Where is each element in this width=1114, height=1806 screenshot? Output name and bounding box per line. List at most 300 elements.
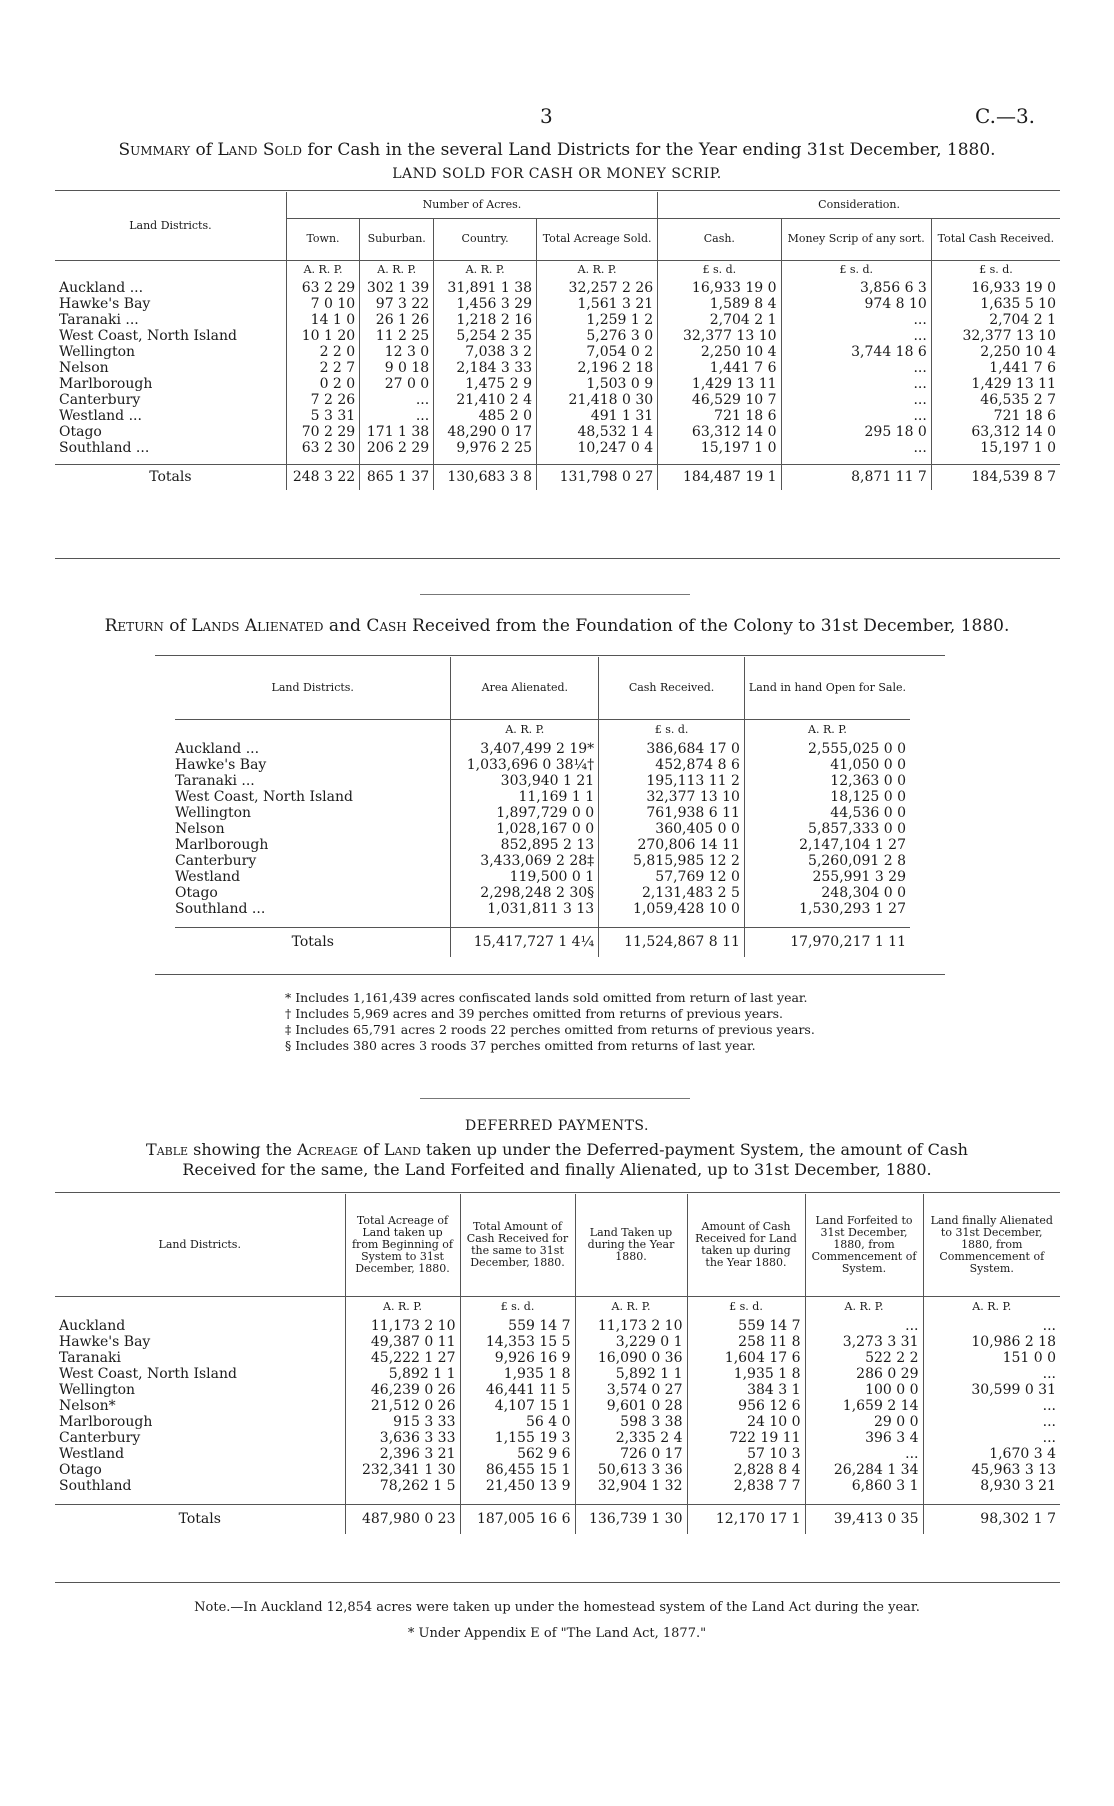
district-name: Taranaki — [55, 1350, 345, 1366]
document-reference: C.—3. — [975, 104, 1036, 128]
summary-col-money-scrip: Money Scrip of any sort. — [781, 218, 931, 260]
return-totals-row — [175, 927, 910, 957]
cell: 2,298,248 2 30§ — [451, 885, 599, 901]
cell: 302 1 39 — [360, 280, 434, 296]
cell: 761,938 6 11 — [599, 805, 745, 821]
footnote: † Includes 5,969 acres and 39 perches omitted from returns of previous years. — [285, 1006, 783, 1021]
unit-arp: A. R. P. — [972, 1300, 1012, 1314]
cell: 45,222 1 27 — [345, 1350, 460, 1366]
cell: ... — [781, 312, 931, 328]
deferred-heading: DEFERRED PAYMENTS. — [465, 1118, 649, 1134]
unit-arp: A. R. P. — [575, 1296, 687, 1318]
cell: 384 3 1 — [687, 1382, 805, 1398]
cell: 2 2 0 — [286, 344, 359, 360]
cell: 956 12 6 — [687, 1398, 805, 1414]
cell: 9,601 0 28 — [575, 1398, 687, 1414]
cell: 32,257 2 26 — [537, 280, 658, 296]
cell: 3,856 6 3 — [781, 280, 931, 296]
cell: 24 10 0 — [687, 1414, 805, 1430]
cell: 11,169 1 1 — [451, 789, 599, 805]
summary-row — [55, 392, 1060, 408]
summary-row — [55, 424, 1060, 440]
cell: 0 2 0 — [286, 376, 359, 392]
summary-row — [55, 328, 1060, 344]
cell: 2,250 10 4 — [658, 344, 781, 360]
unit-arp: A. R. P. — [434, 260, 537, 280]
summary-top-rule — [55, 190, 1060, 191]
cell: 98,302 1 7 — [980, 1511, 1056, 1528]
cell: 21,418 0 30 — [537, 392, 658, 408]
cell: 63 2 29 — [286, 280, 359, 296]
cell: 44,536 0 0 — [830, 805, 906, 821]
cell: 1,475 2 9 — [434, 376, 537, 392]
summary-table — [55, 192, 1060, 490]
cell: 9 0 18 — [360, 360, 434, 376]
deferred-row — [55, 1382, 1060, 1398]
cell: 974 8 10 — [781, 296, 931, 312]
summary-bottom-rule — [55, 558, 1060, 559]
footnotes — [285, 990, 815, 1054]
cell: 1,589 8 4 — [658, 296, 781, 312]
deferred-col-land-forfeited: Land Forfeited to 31st December, 1880, from Commencement of System. — [805, 1194, 923, 1296]
cell: 187,005 16 6 — [460, 1504, 575, 1534]
cell: 32,377 13 10 — [658, 328, 781, 344]
return-row — [175, 885, 910, 901]
deferred-note: Note.—In Auckland 12,854 acres were taken up under the homestead system of the Land Act during the year. — [194, 1600, 920, 1615]
district-name: Otago — [175, 885, 451, 901]
cell: 3,636 3 33 — [345, 1430, 460, 1446]
cell: 27 0 0 — [360, 376, 434, 392]
summary-row — [55, 376, 1060, 392]
summary-title: Summary of Land Sold for Cash in the several Land Districts for the Year ending 31st December, 1880. — [118, 140, 996, 160]
return-row — [175, 805, 910, 821]
cell: 11 2 25 — [360, 328, 434, 344]
cell: 8,930 3 21 — [980, 1478, 1056, 1494]
district-name: Auckland — [55, 1318, 345, 1334]
district-name: Marlborough — [55, 376, 286, 392]
cell: 32,377 13 10 — [962, 328, 1056, 344]
cell: 15,417,727 1 4¼ — [451, 927, 599, 957]
cell: 57 10 3 — [687, 1446, 805, 1462]
cell: 1,028,167 0 0 — [451, 821, 599, 837]
district-name: Southland ... — [175, 901, 451, 917]
cell: 865 1 37 — [360, 464, 434, 490]
cell: 255,991 3 29 — [812, 869, 906, 885]
cell: 1,635 5 10 — [980, 296, 1056, 312]
summary-row — [55, 360, 1060, 376]
district-name: Nelson — [55, 360, 286, 376]
deferred-row — [55, 1350, 1060, 1366]
cell: 1,033,696 0 38¼† — [451, 757, 599, 773]
cell: 303,940 1 21 — [451, 773, 599, 789]
cell: 722 19 11 — [687, 1430, 805, 1446]
unit-arp: A. R. P. — [805, 1296, 923, 1318]
cell: 119,500 0 1 — [451, 869, 599, 885]
cell: 12 3 0 — [360, 344, 434, 360]
unit-arp: A. R. P. — [345, 1296, 460, 1318]
cell: 1,429 13 11 — [971, 376, 1056, 392]
summary-row — [55, 344, 1060, 360]
cell: 915 3 33 — [345, 1414, 460, 1430]
cell: 11,524,867 8 11 — [599, 927, 745, 957]
summary-row — [55, 440, 1060, 456]
cell: 136,739 1 30 — [575, 1504, 687, 1534]
cell: 386,684 17 0 — [599, 741, 745, 757]
cell: 45,963 3 13 — [971, 1462, 1056, 1478]
cell: 3,229 0 1 — [575, 1334, 687, 1350]
cell: 32,904 1 32 — [575, 1478, 687, 1494]
summary-col-cash: Cash. — [658, 218, 781, 260]
cell: 10,247 0 4 — [537, 440, 658, 456]
cell: 78,262 1 5 — [345, 1478, 460, 1494]
cell: ... — [1042, 1414, 1056, 1430]
summary-subtitle: LAND SOLD FOR CASH OR MONEY SCRIP. — [392, 166, 722, 182]
cell: 3,407,499 2 19* — [451, 741, 599, 757]
cell: 396 3 4 — [805, 1430, 923, 1446]
cell: 50,613 3 36 — [575, 1462, 687, 1478]
return-row — [175, 869, 910, 885]
cell: 1,935 1 8 — [687, 1366, 805, 1382]
deferred-row — [55, 1334, 1060, 1350]
district-name: Auckland ... — [55, 280, 286, 296]
cell: 1,429 13 11 — [658, 376, 781, 392]
district-name: Canterbury — [55, 392, 286, 408]
cell: 30,599 0 31 — [971, 1382, 1056, 1398]
cell: ... — [1042, 1398, 1056, 1414]
return-top-rule — [155, 655, 945, 656]
cell: 5,857,333 0 0 — [808, 821, 906, 837]
cell: 1,218 2 16 — [434, 312, 537, 328]
cell: 39,413 0 35 — [805, 1504, 923, 1534]
totals-label: Totals — [175, 927, 451, 957]
cell: 1,897,729 0 0 — [451, 805, 599, 821]
cell: 17,970,217 1 11 — [790, 934, 906, 951]
return-col-cash: Cash Received. — [599, 657, 745, 719]
deferred-col-land-alienated: Land finally Alienated to 31st December, 1880, from Commencement of System. — [930, 1213, 1053, 1275]
cell: ... — [360, 392, 434, 408]
cell: 5,260,091 2 8 — [808, 853, 906, 869]
cell: 2,184 3 33 — [434, 360, 537, 376]
cell: 2,704 2 1 — [658, 312, 781, 328]
cell: 1,031,811 3 13 — [451, 901, 599, 917]
cell: 195,113 11 2 — [599, 773, 745, 789]
deferred-title-line1: Table showing the Acreage of Land taken up under the Deferred-payment System, the amount of Cash — [146, 1140, 968, 1159]
cell: 7,038 3 2 — [434, 344, 537, 360]
summary-col-consideration: Consideration. — [658, 192, 1060, 218]
cell: 11,173 2 10 — [345, 1318, 460, 1334]
cell: 16,933 19 0 — [971, 280, 1056, 296]
summary-row — [55, 312, 1060, 328]
cell: 18,125 0 0 — [830, 789, 906, 805]
cell: 852,895 2 13 — [451, 837, 599, 853]
district-name: Otago — [55, 1462, 345, 1478]
district-name: Westland — [55, 1446, 345, 1462]
district-name: Westland ... — [55, 408, 286, 424]
cell: 46,529 10 7 — [658, 392, 781, 408]
district-name: Marlborough — [175, 837, 451, 853]
cell: 206 2 29 — [360, 440, 434, 456]
district-name: Westland — [175, 869, 451, 885]
cell: ... — [1042, 1318, 1056, 1334]
cell: 1,441 7 6 — [989, 360, 1056, 376]
return-row — [175, 741, 910, 757]
cell: 57,769 12 0 — [599, 869, 745, 885]
cell: 184,539 8 7 — [971, 469, 1056, 486]
deferred-totals-row — [55, 1504, 1060, 1534]
unit-arp: A. R. P. — [451, 719, 599, 741]
cell: 721 18 6 — [658, 408, 781, 424]
cell: 2,396 3 21 — [345, 1446, 460, 1462]
deferred-col-total-acreage: Total Acreage of Land taken up from Beginning of System to 31st December, 1880. — [345, 1194, 460, 1296]
summary-col-country: Country. — [434, 218, 537, 260]
cell: 70 2 29 — [286, 424, 359, 440]
deferred-row — [55, 1398, 1060, 1414]
cell: 258 11 8 — [687, 1334, 805, 1350]
cell: 1,059,428 10 0 — [599, 901, 745, 917]
return-title: Return of Lands Alienated and Cash Received from the Foundation of the Colony to 31st December, 1880. — [104, 616, 1010, 636]
summary-row — [55, 296, 1060, 312]
district-name: Hawke's Bay — [175, 757, 451, 773]
return-bottom-rule — [155, 974, 945, 975]
summary-col-total-acreage: Total Acreage Sold. — [537, 218, 658, 260]
cell: 12,170 17 1 — [687, 1504, 805, 1534]
cell: ... — [781, 440, 931, 456]
district-name: Hawke's Bay — [55, 296, 286, 312]
deferred-col-districts: Land Districts. — [55, 1194, 345, 1296]
cell: 3,744 18 6 — [781, 344, 931, 360]
cell: 31,891 1 38 — [434, 280, 537, 296]
cell: 5,254 2 35 — [434, 328, 537, 344]
cell: 2,196 2 18 — [537, 360, 658, 376]
cell: 49,387 0 11 — [345, 1334, 460, 1350]
return-col-land: Land in hand Open for Sale. — [748, 680, 906, 694]
district-name: Canterbury — [55, 1430, 345, 1446]
cell: 1,456 3 29 — [434, 296, 537, 312]
cell: 3,574 0 27 — [575, 1382, 687, 1398]
footnote: § Includes 380 acres 3 roods 37 perches omitted from returns of last year. — [285, 1038, 756, 1053]
cell: 295 18 0 — [781, 424, 931, 440]
cell: 1,259 1 2 — [537, 312, 658, 328]
cell: 9,926 16 9 — [460, 1350, 575, 1366]
summary-row — [55, 280, 1060, 296]
cell: 5,815,985 12 2 — [599, 853, 745, 869]
cell: 46,441 11 5 — [460, 1382, 575, 1398]
unit-arp: A. R. P. — [537, 260, 658, 280]
cell: 491 1 31 — [537, 408, 658, 424]
deferred-row — [55, 1414, 1060, 1430]
summary-col-number-of-acres: Number of Acres. — [286, 192, 657, 218]
return-col-districts: Land Districts. — [175, 657, 451, 719]
cell: 1,659 2 14 — [805, 1398, 923, 1414]
cell: 151 0 0 — [1002, 1350, 1056, 1366]
district-name: Otago — [55, 424, 286, 440]
deferred-bottom-rule — [55, 1582, 1060, 1583]
summary-col-town: Town. — [286, 218, 359, 260]
cell: 46,535 2 7 — [980, 392, 1056, 408]
page-number: 3 — [540, 104, 553, 128]
return-row — [175, 821, 910, 837]
return-row — [175, 757, 910, 773]
cell: 2,147,104 1 27 — [799, 837, 906, 853]
cell: ... — [781, 328, 931, 344]
cell: 1,155 19 3 — [460, 1430, 575, 1446]
cell: 3,273 3 31 — [805, 1334, 923, 1350]
cell: 15,197 1 0 — [980, 440, 1056, 456]
cell: 7 0 10 — [286, 296, 359, 312]
deferred-row — [55, 1462, 1060, 1478]
cell: 522 2 2 — [805, 1350, 923, 1366]
deferred-row — [55, 1446, 1060, 1462]
cell: 171 1 38 — [360, 424, 434, 440]
cell: ... — [781, 392, 931, 408]
appendix-note: * Under Appendix E of "The Land Act, 1877." — [407, 1626, 707, 1641]
summary-totals-row — [55, 464, 1060, 490]
summary-row — [55, 408, 1060, 424]
cell: 2,704 2 1 — [989, 312, 1056, 328]
return-row — [175, 901, 910, 917]
cell: 2,838 7 7 — [687, 1478, 805, 1494]
cell: 2,335 2 4 — [575, 1430, 687, 1446]
district-name: Nelson — [175, 821, 451, 837]
cell: 1,441 7 6 — [658, 360, 781, 376]
cell: 452,874 8 6 — [599, 757, 745, 773]
cell: 1,530,293 1 27 — [799, 901, 906, 917]
district-name: Taranaki ... — [175, 773, 451, 789]
cell: 14,353 15 5 — [460, 1334, 575, 1350]
footnote: ‡ Includes 65,791 acres 2 roods 22 perches omitted from returns of previous years. — [285, 1022, 815, 1037]
cell: 10 1 20 — [286, 328, 359, 344]
summary-col-suburban: Suburban. — [360, 218, 434, 260]
unit-lsd: £ s. d. — [599, 719, 745, 741]
cell: 21,450 13 9 — [460, 1478, 575, 1494]
cell: 131,798 0 27 — [537, 464, 658, 490]
cell: 6,860 3 1 — [805, 1478, 923, 1494]
cell: 63,312 14 0 — [971, 424, 1056, 440]
cell: 232,341 1 30 — [345, 1462, 460, 1478]
cell: 8,871 11 7 — [781, 464, 931, 490]
deferred-title-line2: Received for the same, the Land Forfeited and finally Alienated, up to 31st December, 1880. — [182, 1160, 932, 1179]
cell: 21,410 2 4 — [434, 392, 537, 408]
cell: 63 2 30 — [286, 440, 359, 456]
return-row — [175, 789, 910, 805]
cell: 184,487 19 1 — [658, 464, 781, 490]
cell: 2 2 7 — [286, 360, 359, 376]
district-name: Nelson* — [55, 1398, 345, 1414]
cell: 15,197 1 0 — [658, 440, 781, 456]
cell: 726 0 17 — [575, 1446, 687, 1462]
totals-label: Totals — [55, 464, 286, 490]
unit-arp: A. R. P. — [360, 260, 434, 280]
return-row — [175, 853, 910, 869]
cell: 5,276 3 0 — [537, 328, 658, 344]
cell: 1,935 1 8 — [460, 1366, 575, 1382]
cell: ... — [805, 1318, 923, 1334]
cell: 41,050 0 0 — [830, 757, 906, 773]
cell: 2,250 10 4 — [980, 344, 1056, 360]
cell: 1,604 17 6 — [687, 1350, 805, 1366]
footnote: * Includes 1,161,439 acres confiscated lands sold omitted from return of last year. — [285, 990, 808, 1005]
cell: 559 14 7 — [687, 1318, 805, 1334]
unit-lsd: £ s. d. — [781, 260, 931, 280]
district-name: Wellington — [55, 344, 286, 360]
return-row — [175, 773, 910, 789]
cell: ... — [781, 408, 931, 424]
summary-col-total-cash: Total Cash Received. — [937, 232, 1055, 245]
district-name: Auckland ... — [175, 741, 451, 757]
cell: 270,806 14 11 — [599, 837, 745, 853]
deferred-col-land-taken-up: Land Taken up during the Year 1880. — [575, 1194, 687, 1296]
cell: ... — [805, 1446, 923, 1462]
cell: 1,503 0 9 — [537, 376, 658, 392]
cell: 2,555,025 0 0 — [808, 741, 906, 757]
return-table — [175, 657, 910, 957]
cell: 5,892 1 1 — [575, 1366, 687, 1382]
cell: 86,455 15 1 — [460, 1462, 575, 1478]
cell: 7,054 0 2 — [537, 344, 658, 360]
cell: 248 3 22 — [286, 464, 359, 490]
cell: ... — [781, 360, 931, 376]
cell: 3,433,069 2 28‡ — [451, 853, 599, 869]
cell: 559 14 7 — [460, 1318, 575, 1334]
district-name: Southland ... — [55, 440, 286, 456]
cell: 26 1 26 — [360, 312, 434, 328]
cell: 26,284 1 34 — [805, 1462, 923, 1478]
district-name: Southland — [55, 1478, 345, 1494]
deferred-row — [55, 1478, 1060, 1494]
cell: 32,377 13 10 — [599, 789, 745, 805]
cell: 130,683 3 8 — [434, 464, 537, 490]
cell: 48,532 1 4 — [537, 424, 658, 440]
district-name: West Coast, North Island — [175, 789, 451, 805]
cell: 7 2 26 — [286, 392, 359, 408]
cell: 63,312 14 0 — [658, 424, 781, 440]
district-name: Hawke's Bay — [55, 1334, 345, 1350]
cell: 1,670 3 4 — [989, 1446, 1056, 1462]
district-name: West Coast, North Island — [55, 1366, 345, 1382]
return-row — [175, 837, 910, 853]
section-divider — [420, 594, 690, 595]
deferred-row — [55, 1430, 1060, 1446]
cell: 97 3 22 — [360, 296, 434, 312]
district-name: West Coast, North Island — [55, 328, 286, 344]
district-name: Wellington — [55, 1382, 345, 1398]
cell: 360,405 0 0 — [599, 821, 745, 837]
cell: ... — [1042, 1366, 1056, 1382]
cell: 5,892 1 1 — [345, 1366, 460, 1382]
unit-lsd: £ s. d. — [687, 1296, 805, 1318]
cell: 100 0 0 — [805, 1382, 923, 1398]
cell: 5 3 31 — [286, 408, 359, 424]
cell: 10,986 2 18 — [971, 1334, 1056, 1350]
cell: 29 0 0 — [805, 1414, 923, 1430]
cell: 562 9 6 — [460, 1446, 575, 1462]
district-name: Marlborough — [55, 1414, 345, 1430]
deferred-col-cash-received-year: Amount of Cash Received for Land taken up during the Year 1880. — [687, 1194, 805, 1296]
cell: 16,090 0 36 — [575, 1350, 687, 1366]
district-name: Wellington — [175, 805, 451, 821]
deferred-row — [55, 1366, 1060, 1382]
cell: 2,828 8 4 — [687, 1462, 805, 1478]
return-col-area: Area Alienated. — [451, 657, 599, 719]
cell: 16,933 19 0 — [658, 280, 781, 296]
cell: ... — [360, 408, 434, 424]
unit-lsd: £ s. d. — [460, 1296, 575, 1318]
deferred-table — [55, 1194, 1060, 1534]
cell: 12,363 0 0 — [830, 773, 906, 789]
cell: 485 2 0 — [434, 408, 537, 424]
cell: 721 18 6 — [993, 408, 1056, 424]
cell: 21,512 0 26 — [345, 1398, 460, 1414]
